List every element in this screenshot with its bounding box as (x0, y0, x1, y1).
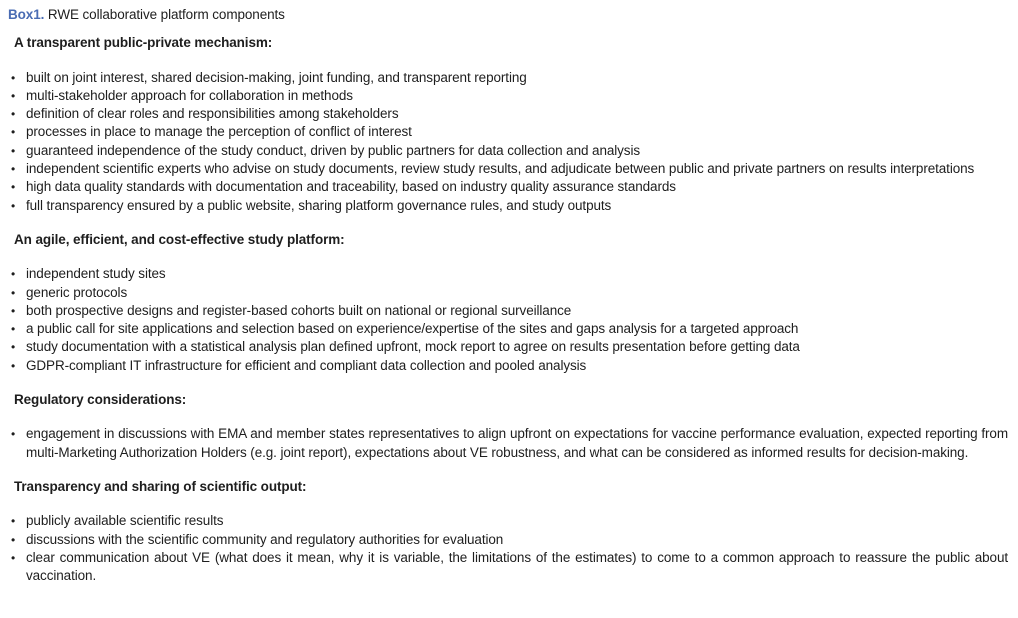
section-heading: Transparency and sharing of scientific output: (14, 478, 307, 494)
box-label: Box1. (8, 7, 45, 22)
bullet-text: built on joint interest, shared decision-making, joint funding, and transparent reporting (26, 69, 527, 85)
box-section (8, 34, 1008, 215)
list-item (8, 512, 1008, 530)
bullet-text: generic protocols (26, 284, 128, 300)
bullet-text: study documentation with a statistical analysis plan defined upfront, mock report to agree on results presentation before getting data (26, 339, 800, 355)
bullet-marker: • (11, 180, 16, 195)
section-heading: Regulatory considerations: (14, 392, 187, 408)
bullet-marker: • (11, 340, 16, 355)
bullet-marker: • (11, 303, 16, 318)
bullet-marker: • (11, 427, 16, 442)
list-item (8, 549, 1008, 586)
bullet-text: high data quality standards with documentation and traceability, based on industry quality assurance standards (26, 179, 676, 195)
bullet-marker: • (11, 162, 16, 177)
bullet-list (8, 69, 1008, 215)
bullet-text: clear communication about VE (what does it mean, why it is variable, the limitations of the estimates) to come to a common approach to reassure the public about vaccination. (26, 549, 1008, 584)
list-item (8, 338, 1008, 356)
bullet-marker: • (11, 514, 16, 529)
box-section (8, 478, 1008, 585)
section-heading: An agile, efficient, and cost-effective study platform: (14, 231, 345, 247)
list-item (8, 284, 1008, 302)
bullet-text: publicly available scientific results (26, 513, 224, 529)
list-item (8, 69, 1008, 87)
bullet-list (8, 512, 1008, 585)
bullet-list (8, 425, 1008, 462)
bullet-text: discussions with the scientific community and regulatory authorities for evaluation (26, 531, 504, 547)
bullet-text: processes in place to manage the perception of conflict of interest (26, 124, 412, 140)
bullet-marker: • (11, 143, 16, 158)
list-item (8, 425, 1008, 462)
bullet-marker: • (11, 70, 16, 85)
bullet-text: multi-stakeholder approach for collaboration in methods (26, 87, 353, 103)
bullet-list (8, 265, 1008, 375)
list-item (8, 197, 1008, 215)
bullet-text: guaranteed independence of the study conduct, driven by public partners for data collection and analysis (26, 142, 641, 158)
list-item (8, 160, 1008, 178)
list-item (8, 178, 1008, 196)
box-title-text: RWE collaborative platform components (47, 7, 285, 22)
bullet-text: GDPR-compliant IT infrastructure for efficient and compliant data collection and pooled analysis (26, 357, 587, 373)
bullet-marker: • (11, 358, 16, 373)
bullet-marker: • (11, 198, 16, 213)
bullet-marker: • (11, 267, 16, 282)
bullet-marker: • (11, 107, 16, 122)
list-item (8, 357, 1008, 375)
list-item (8, 123, 1008, 141)
bullet-marker: • (11, 550, 16, 565)
section-heading: A transparent public-private mechanism: (14, 35, 273, 51)
list-item (8, 87, 1008, 105)
bullet-marker: • (11, 125, 16, 140)
bullet-text: both prospective designs and register-based cohorts built on national or regional surveillance (26, 302, 572, 318)
list-item (8, 531, 1008, 549)
bullet-text: a public call for site applications and selection based on experience/expertise of the sites and gaps analysis for a targeted approach (26, 321, 799, 337)
box-section (8, 391, 1008, 462)
bullet-marker: • (11, 322, 16, 337)
bullet-marker: • (11, 285, 16, 300)
bullet-text: full transparency ensured by a public website, sharing platform governance rules, and study outputs (26, 197, 612, 213)
list-item (8, 265, 1008, 283)
bullet-text: engagement in discussions with EMA and member states representatives to align upfront on expectations for vaccine performance evaluation, expected reporting from multi-Marketing Authorization Holders (e.g. joint report), expectations about VE robustness, and what can be considered as informed results for decision-making. (26, 426, 1008, 460)
bullet-text: independent study sites (26, 266, 166, 282)
list-item (8, 302, 1008, 320)
list-item (8, 320, 1008, 338)
bullet-marker: • (11, 532, 16, 547)
list-item (8, 105, 1008, 123)
box-sections (8, 34, 1008, 585)
bullet-text: independent scientific experts who advise on study documents, review study results, and adjudicate between public and private partners on results interpretations (26, 161, 975, 177)
box-title (8, 6, 1008, 24)
box-section (8, 231, 1008, 375)
list-item (8, 142, 1008, 160)
bullet-text: definition of clear roles and responsibilities among stakeholders (26, 106, 399, 122)
bullet-marker: • (11, 88, 16, 103)
